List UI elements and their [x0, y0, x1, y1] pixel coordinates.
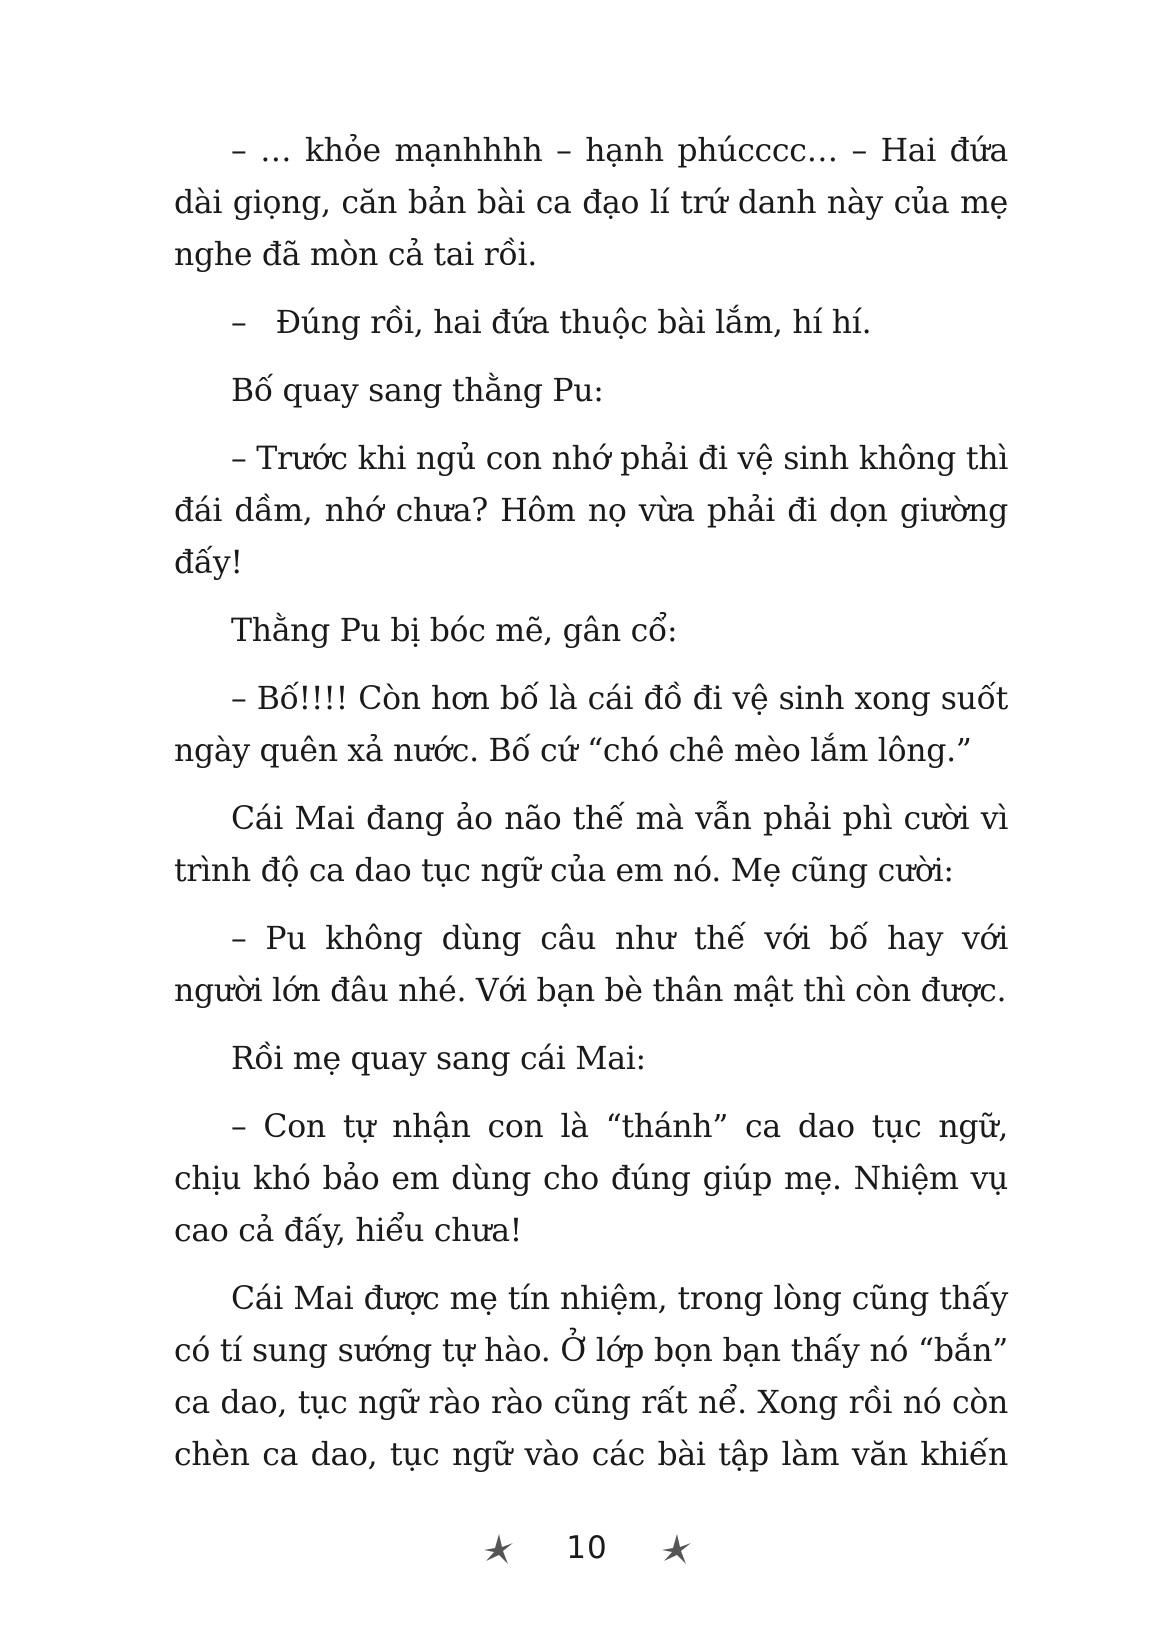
- page-footer: [0, 1518, 1174, 1578]
- page-number: 10: [566, 1530, 608, 1566]
- paragraph: Cái Mai đang ảo não thế mà vẫn phải phì cười vì trình độ ca dao tục ngữ của em nó. Mẹ cũng cười:: [174, 801, 1008, 889]
- page-body: [174, 125, 1008, 1497]
- paragraph: – Bố!!!! Còn hơn bố là cái đồ đi vệ sinh xong suốt ngày quên xả nước. Bố cứ “chó chê mèo lắm lông.”: [174, 681, 1008, 769]
- paragraph: Bố quay sang thằng Pu:: [231, 373, 604, 409]
- paragraph: – Đúng rồi, hai đứa thuộc bài lắm, hí hí.: [231, 305, 872, 341]
- paragraph: – Pu không dùng câu như thế với bố hay với người lớn đâu nhé. Với bạn bè thân mật thì còn được.: [174, 921, 1008, 1009]
- paragraph: Cái Mai được mẹ tín nhiệm, trong lòng cũng thấy có tí sung sướng tự hào. Ở lớp bọn bạn thấy nó “bắn” ca dao, tục ngữ rào rào cũng rất nể. Xong rồi nó còn chèn ca dao, tục ngữ vào các bài tập làm văn khiến: [174, 1281, 1008, 1473]
- star-icon: [656, 1528, 696, 1568]
- paragraph: – Con tự nhận con là “thánh” ca dao tục ngữ, chịu khó bảo em dùng cho đúng giúp mẹ. Nhiệm vụ cao cả đấy, hiểu chưa!: [174, 1109, 1008, 1249]
- paragraph: Rồi mẹ quay sang cái Mai:: [231, 1041, 646, 1077]
- paragraph: – Trước khi ngủ con nhớ phải đi vệ sinh không thì đái dầm, nhớ chưa? Hôm nọ vừa phải đi dọn giường đấy!: [174, 441, 1008, 581]
- star-icon: [478, 1528, 518, 1568]
- paragraph: – … khỏe mạnhhhh – hạnh phúcccc… – Hai đứa dài giọng, căn bản bài ca đạo lí trứ danh này của mẹ nghe đã mòn cả tai rồi.: [174, 133, 1008, 273]
- paragraph: Thằng Pu bị bóc mẽ, gân cổ:: [231, 613, 678, 649]
